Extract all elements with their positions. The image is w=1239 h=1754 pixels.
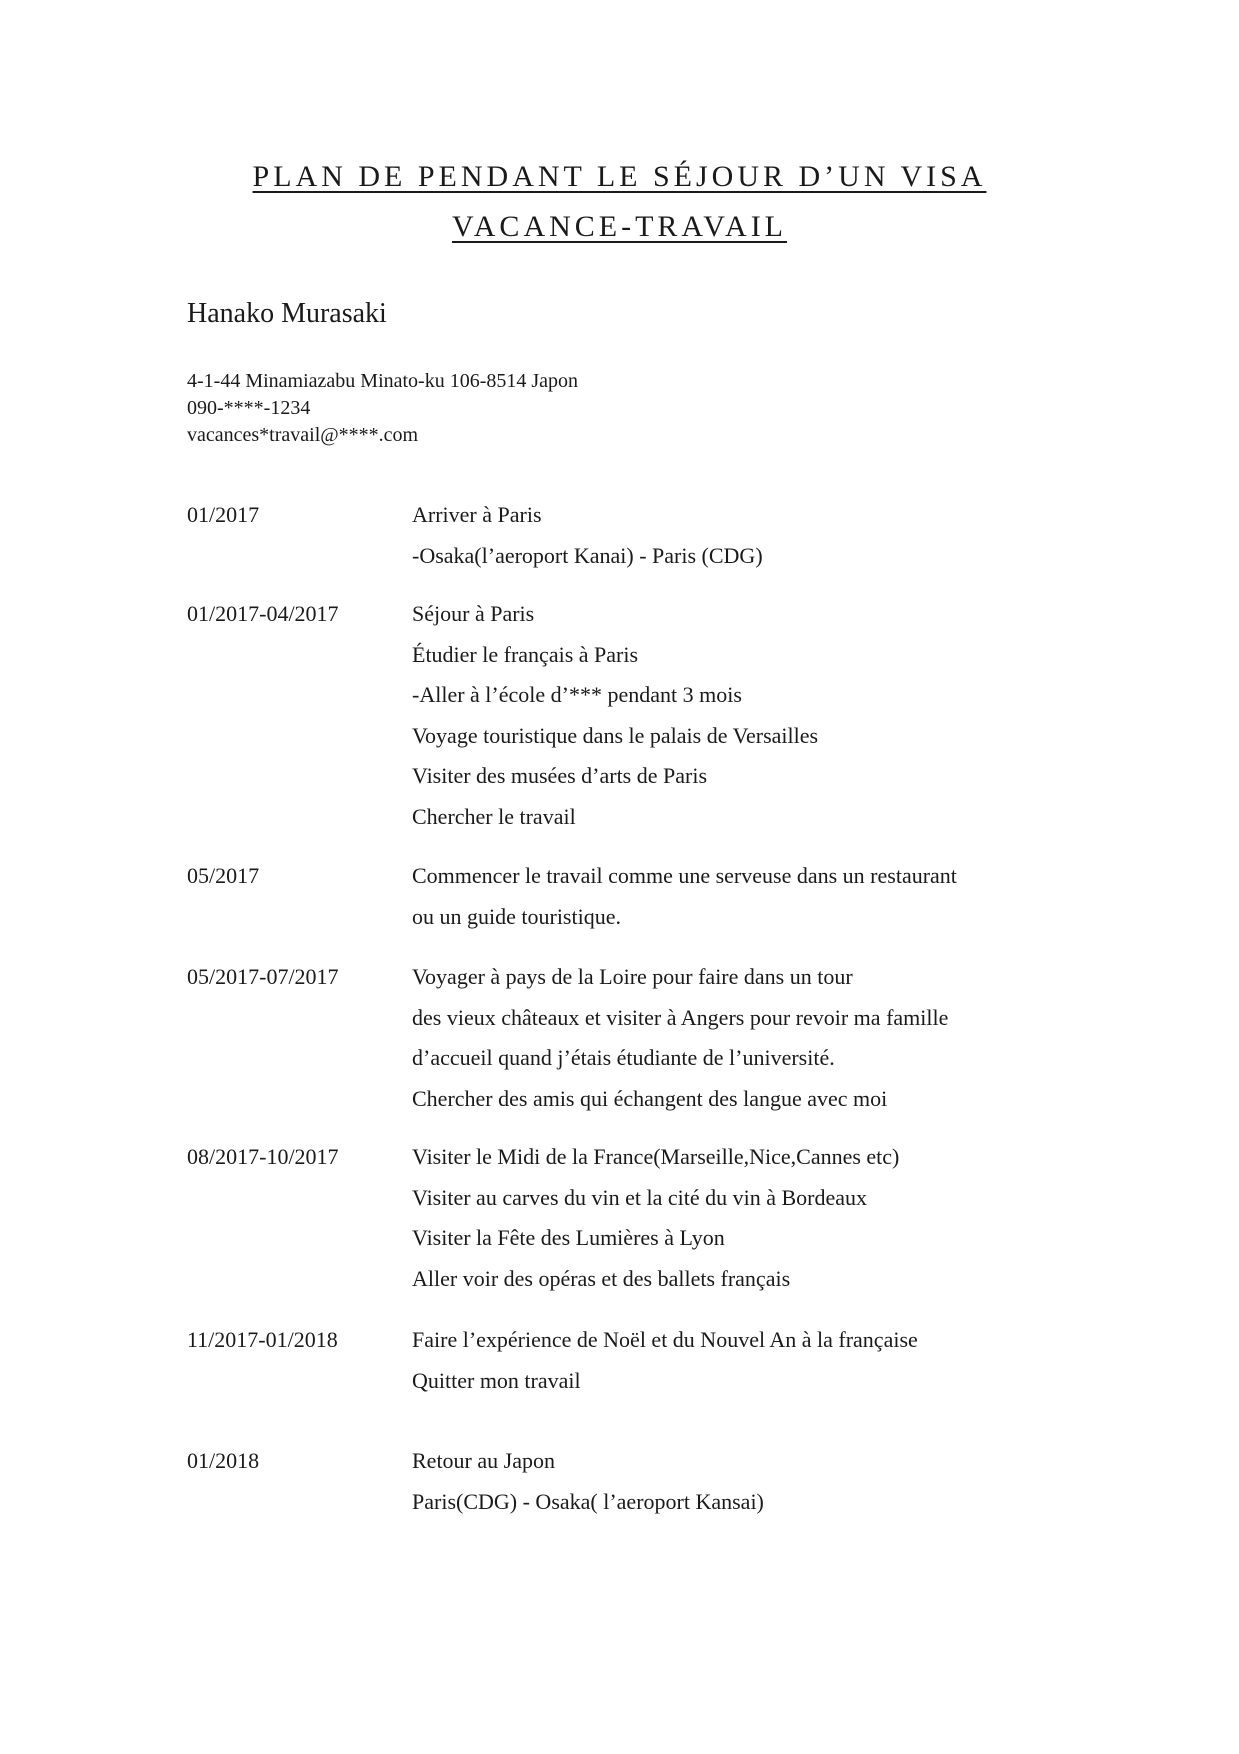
entry-lines bbox=[412, 1320, 1072, 1401]
entry-date: 01/2017 bbox=[187, 502, 260, 527]
contact-phone: 090-****-1234 bbox=[187, 397, 311, 419]
entry-date: 05/2017-07/2017 bbox=[187, 964, 339, 989]
entry-line: Voyage touristique dans le palais de Versailles bbox=[412, 722, 819, 748]
entry-line: -Osaka(l’aeroport Kanai) - Paris (CDG) bbox=[412, 542, 763, 568]
entry-line: Arriver à Paris bbox=[412, 502, 542, 527]
entry-lines bbox=[412, 957, 1072, 1119]
entry-line: Visiter le Midi de la France(Marseille,Nice,Cannes etc) bbox=[412, 1144, 900, 1169]
entry-line: Paris(CDG) - Osaka( l’aeroport Kansai) bbox=[412, 1488, 764, 1514]
entry-lines bbox=[412, 495, 1072, 576]
document-title bbox=[0, 152, 1239, 252]
entry-date: 05/2017 bbox=[187, 863, 260, 888]
entry-line: -Aller à l’école d’*** pendant 3 mois bbox=[412, 682, 742, 707]
entry-line: Séjour à Paris bbox=[412, 601, 535, 626]
contact-address: 4-1-44 Minamiazabu Minato-ku 106-8514 Japon bbox=[187, 370, 579, 392]
entry-line: Retour au Japon bbox=[412, 1448, 555, 1473]
entry-date: 11/2017-01/2018 bbox=[187, 1327, 338, 1352]
entry-lines bbox=[412, 1137, 1072, 1299]
entry-line: Visiter des musées d’arts de Paris bbox=[412, 763, 708, 788]
entry-line: Quitter mon travail bbox=[412, 1367, 581, 1393]
entry-line: Visiter au carves du vin et la cité du vin à Bordeaux bbox=[412, 1184, 868, 1210]
contact-email: vacances*travail@****.com bbox=[187, 424, 419, 446]
entry-line: Chercher des amis qui échangent des langue avec moi bbox=[412, 1085, 888, 1111]
entry-date: 08/2017-10/2017 bbox=[187, 1144, 339, 1169]
entry-line: des vieux châteaux et visiter à Angers pour revoir ma famille bbox=[412, 1004, 949, 1030]
entry-line: Voyager à pays de la Loire pour faire dans un tour bbox=[412, 964, 853, 989]
entry-date: 01/2018 bbox=[187, 1448, 260, 1473]
entry-lines bbox=[412, 594, 1072, 837]
entry-lines bbox=[412, 856, 1072, 937]
entry-line: Visiter la Fête des Lumières à Lyon bbox=[412, 1225, 725, 1250]
entry-line: Étudier le français à Paris bbox=[412, 641, 639, 667]
entry-line: Aller voir des opéras et des ballets français bbox=[412, 1265, 791, 1291]
entry-date: 01/2017-04/2017 bbox=[187, 601, 339, 626]
contact-block bbox=[187, 368, 578, 449]
entry-line: d’accueil quand j’étais étudiante de l’université. bbox=[412, 1045, 835, 1070]
entry-line: ou un guide touristique. bbox=[412, 903, 621, 929]
title-line-1: PLAN DE PENDANT LE SÉJOUR D’UN VISA bbox=[252, 160, 987, 193]
entry-line: Commencer le travail comme une serveuse dans un restaurant bbox=[412, 863, 957, 888]
entry-line: Chercher le travail bbox=[412, 803, 576, 829]
entry-line: Faire l’expérience de Noël et du Nouvel An à la française bbox=[412, 1327, 918, 1352]
entry-lines bbox=[412, 1441, 1072, 1522]
author-name: Hanako Murasaki bbox=[187, 298, 387, 329]
title-line-2: VACANCE-TRAVAIL bbox=[451, 210, 788, 243]
